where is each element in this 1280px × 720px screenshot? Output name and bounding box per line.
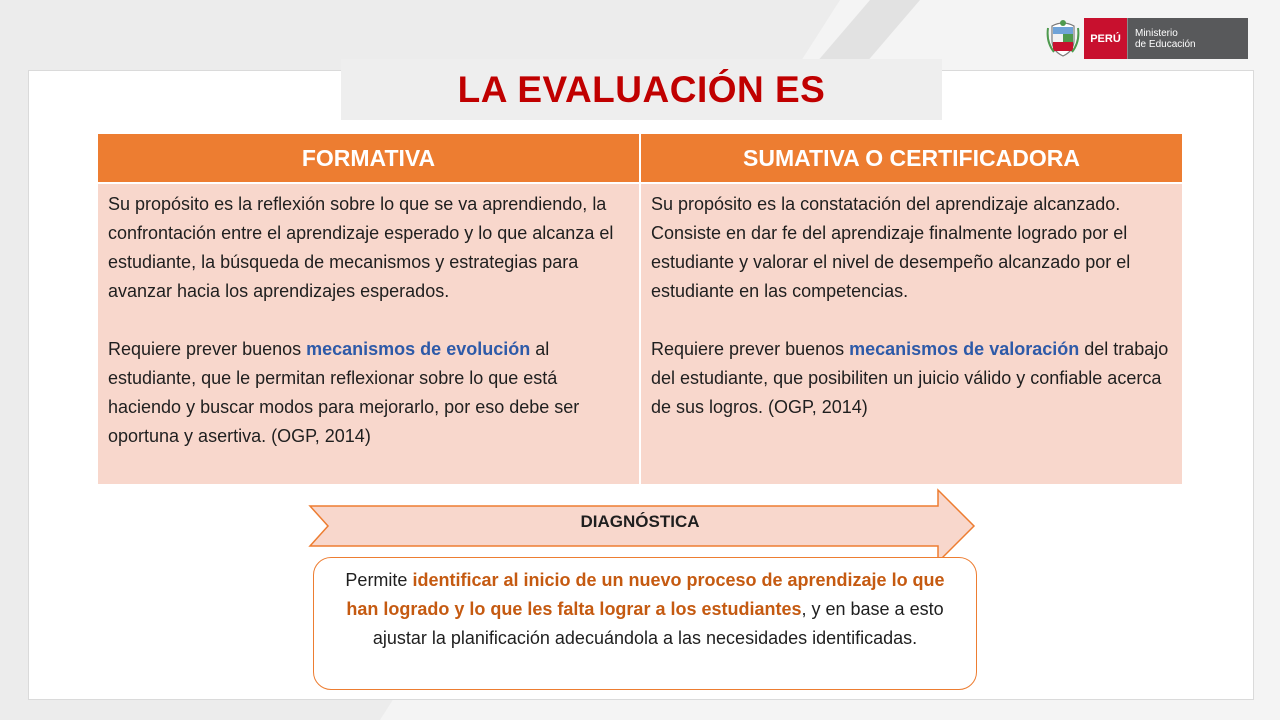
ministry-logo: [1046, 18, 1248, 59]
diagnostica-text-after: , y en base a esto ajustar la planificación adecuándola a las necesidades identificadas.: [372, 599, 944, 648]
sumativa-req-highlight: mecanismos de valoración: [849, 339, 1080, 359]
comparison-table: [98, 134, 1182, 484]
formativa-requirement: [108, 335, 629, 451]
header-formativa: FORMATIVA: [98, 134, 640, 183]
formativa-purpose: Su propósito es la reflexión sobre lo que se va aprendiendo, la confrontación entre el aprendizaje esperado y lo que alcanza el estudiante, la búsqueda de mecanismos y estrategias para avanzar hacia los aprendizajes esperados.: [108, 194, 614, 301]
sumativa-req-before: Requiere prever buenos: [651, 339, 850, 359]
sumativa-requirement: [651, 335, 1172, 422]
ministry-label: [1127, 18, 1248, 59]
ministry-line-1: Ministerio: [1135, 27, 1178, 39]
page-title: LA EVALUACIÓN ES: [457, 68, 826, 110]
diagnostica-label: DIAGNÓSTICA: [580, 512, 700, 531]
sumativa-req-after: del trabajo del estudiante, que posibiliten un juicio válido y confiable acerca de sus logros. (OGP, 2014): [651, 339, 1169, 417]
diagnostica-text-before: Permite: [345, 570, 413, 590]
formativa-req-after: al estudiante, que le permitan reflexionar sobre lo que está haciendo y buscar modos para mejorarlo, por eso debe ser oportuna y asertiva. (OGP, 2014): [108, 339, 580, 446]
formativa-req-highlight: mecanismos de evolución: [306, 339, 531, 359]
header-sumativa: SUMATIVA O CERTIFICADORA: [640, 134, 1182, 183]
cell-formativa: [98, 183, 640, 484]
sumativa-purpose: Su propósito es la constatación del aprendizaje alcanzado. Consiste en dar fe del aprendizaje finalmente logrado por el estudiante y valorar el nivel de desempeño alcanzado por el estudiante en las competencias.: [651, 194, 1131, 301]
cell-sumativa: [640, 183, 1182, 484]
peru-label: PERÚ: [1084, 18, 1127, 59]
ministry-line-2: de Educación: [1135, 38, 1196, 50]
table-header-row: [98, 134, 1182, 183]
diagnostica-text-highlight: identificar al inicio de un nuevo proceso de aprendizaje lo que han logrado y lo que les falta lograr a los estudiantes: [346, 570, 945, 619]
diagnostica-description: [313, 557, 977, 690]
title-banner: [341, 59, 942, 120]
coat-of-arms-icon: [1046, 18, 1080, 59]
table-row: [98, 183, 1182, 484]
formativa-req-before: Requiere prever buenos: [108, 339, 307, 359]
